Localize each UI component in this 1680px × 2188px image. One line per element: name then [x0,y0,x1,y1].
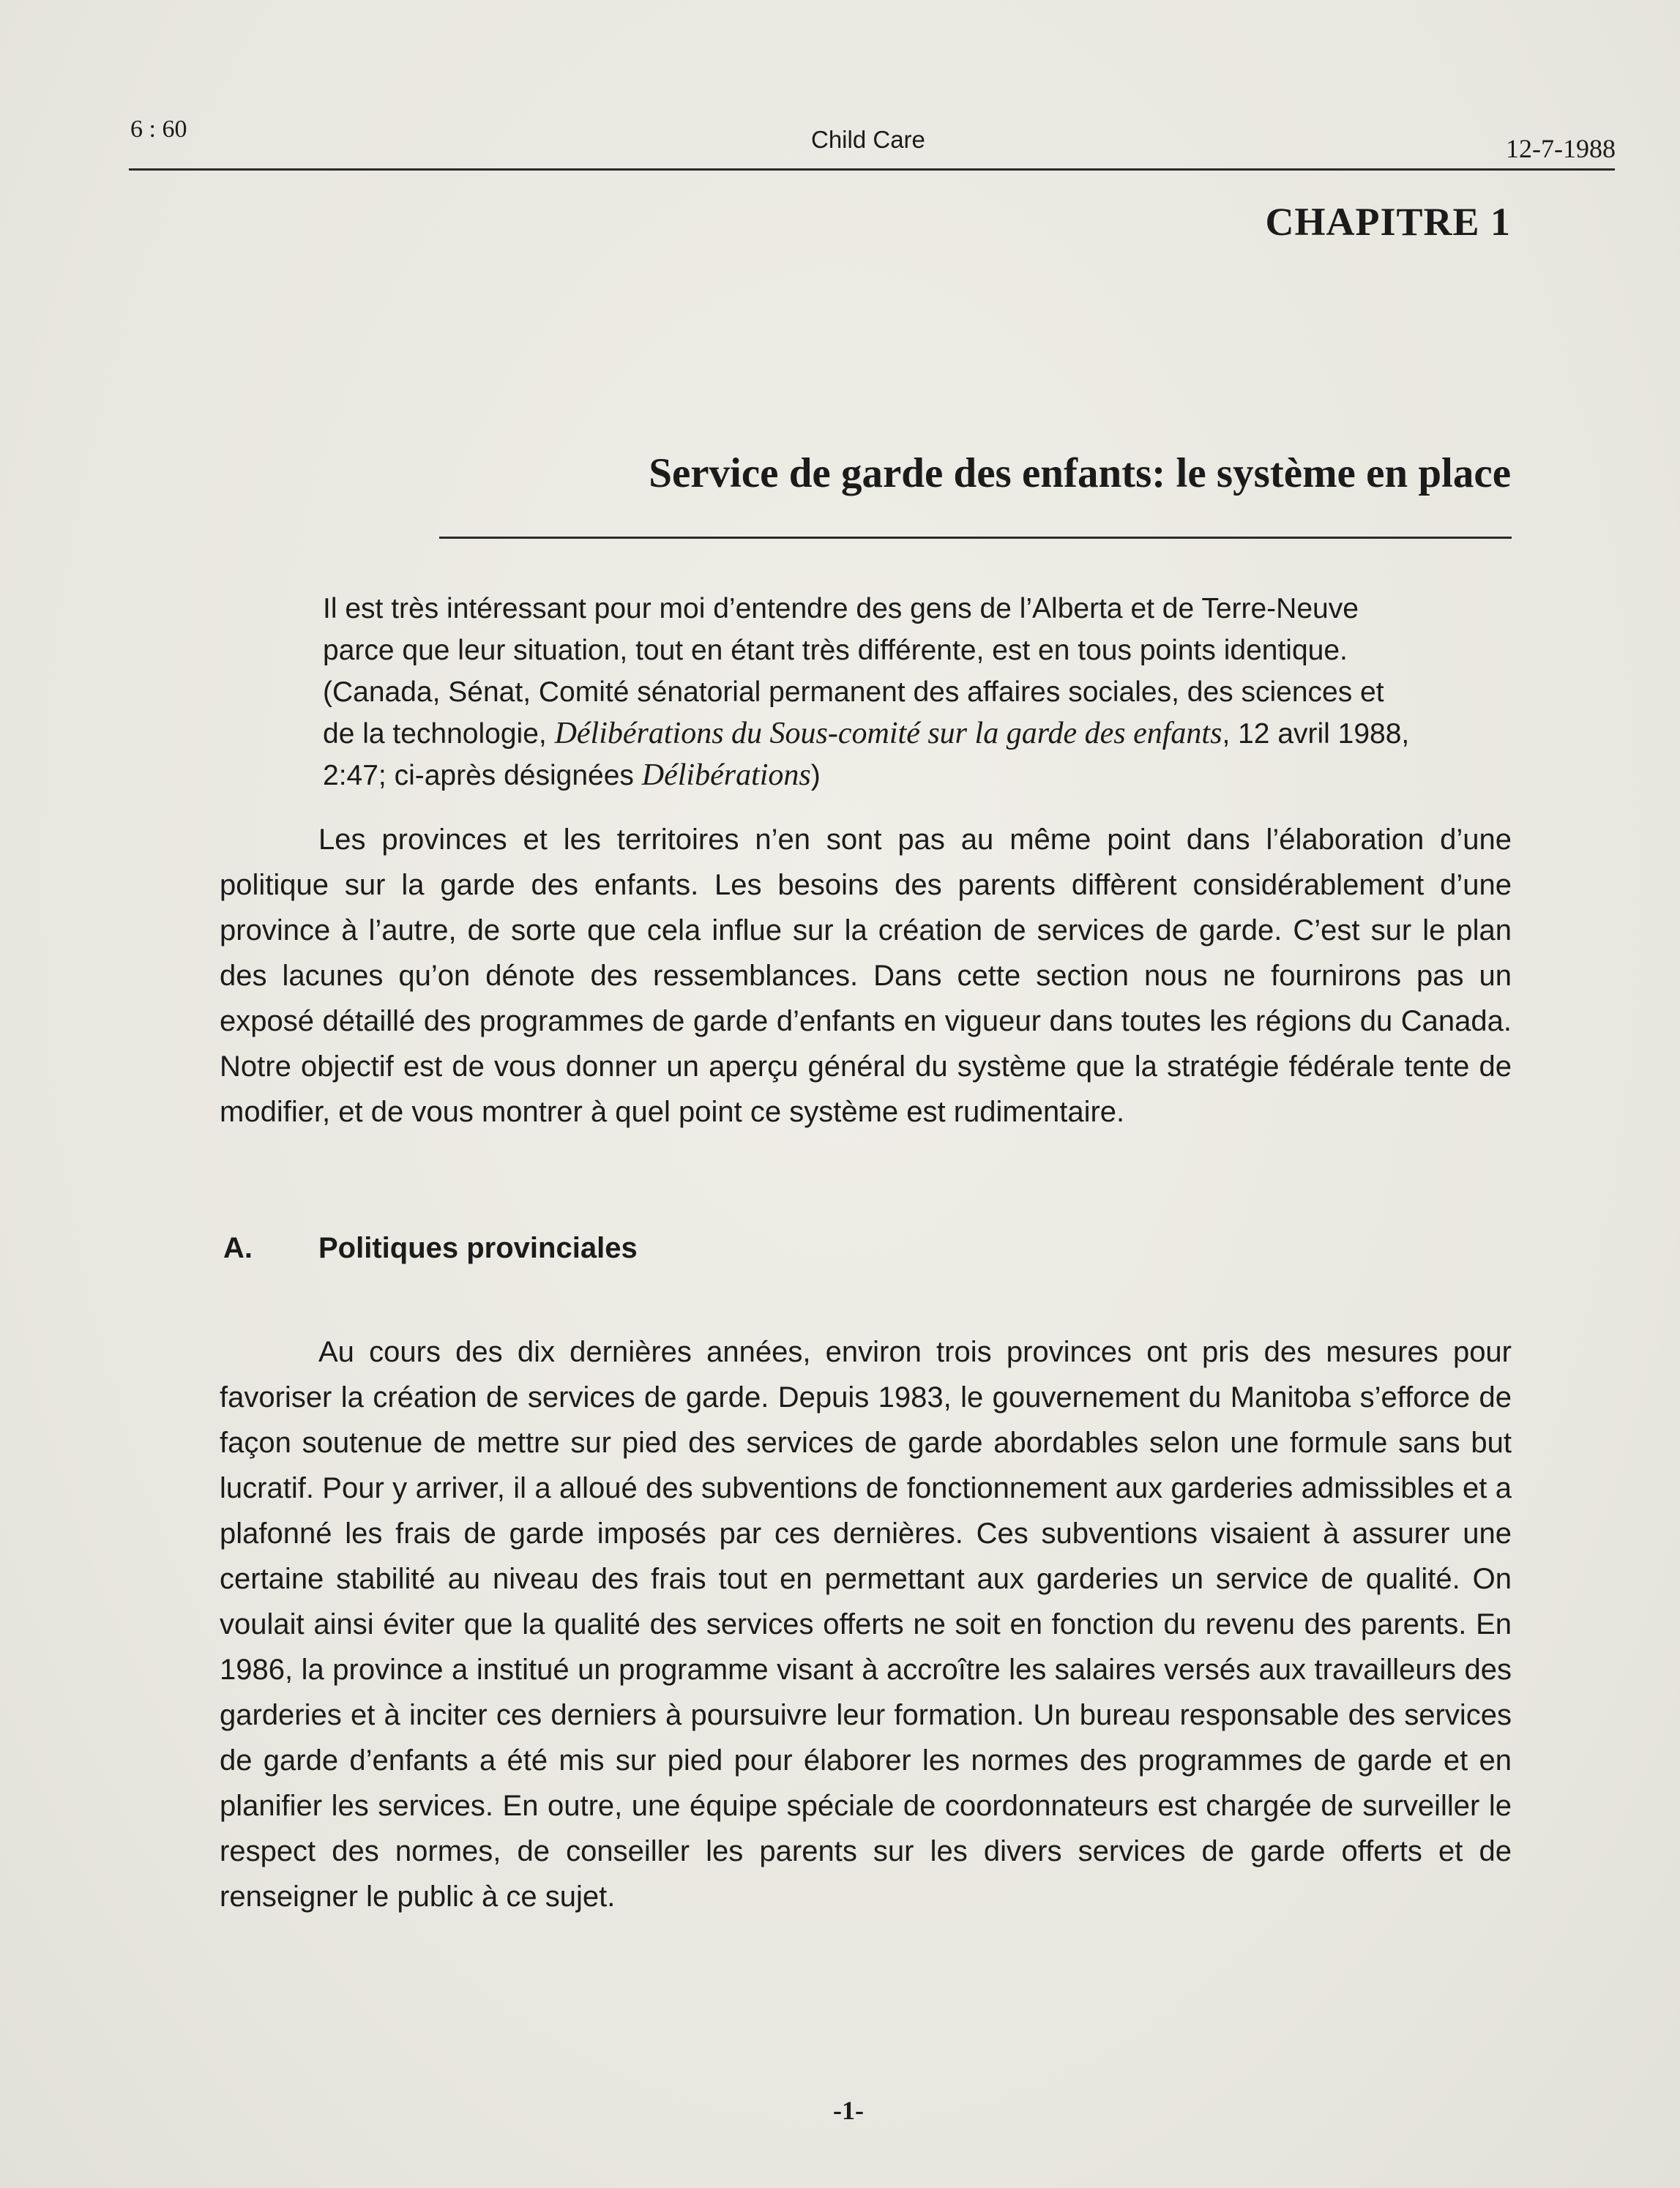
quote-text-after: ) [810,760,821,791]
header-title: Child Care [811,126,925,153]
page-title: Service de garde des enfants: le système en place [649,450,1511,496]
paragraph-intro: Les provinces et les territoires n’en sont pas au même point dans l’élaboration d’une politique sur la garde des enfants. Les besoins des parents diffèrent considérablement d’une province à l’autre, de sorte que cela influe sur la création de services de garde. C’est sur le plan des lacunes qu’on dénote des ressemblances. Dans cette section nous ne fournirons pas un exposé détaillé des programmes de garde d’enfants en vigueur dans toutes les régions du Canada. Notre objectif est de vous donner un aperçu général du système que la stratégie fédérale tente de modifier, et de vous montrer à quel point ce système est rudimentaire. [220,824,1512,1128]
quote-italic-title: Délibérations du Sous-comité sur la garde des enfants [554,717,1222,750]
epigraph-quote [323,588,1421,796]
chapter-heading: CHAPITRE 1 [1265,200,1511,244]
page-number: -1- [833,2096,864,2125]
quote-italic-short: Délibérations [641,758,811,792]
paragraph-provincial-policies: Au cours des dix dernières années, environ trois provinces ont pris des mesures pour favoriser la création de services de garde. Depuis 1983, le gouvernement du Manitoba s’efforce de façon soutenue de mettre sur pied des services de garde abordables selon une formule sans but lucratif. Pour y arriver, il a alloué des subventions de fonctionnement aux garderies admissibles et a plafonné les frais de garde imposés par ces dernières. Ces subventions visaient à assurer une certaine stabilité au niveau des frais tout en permettant aux garderies un service de qualité. On voulait ainsi éviter que la qualité des services offerts ne soit en fonction du revenu des parents. En 1986, la province a institué un programme visant à accroître les salaires versés aux travailleurs des garderies et à inciter ces derniers à poursuivre leur formation. Un bureau responsable des services de garde d’enfants a été mis sur pied pour élaborer les normes des programmes de garde et en planifier les services. En outre, une équipe spéciale de coordonnateurs est chargée de surveiller le respect des normes, de conseiller les parents sur les divers services de garde offerts et de renseigner le public à ce sujet. [220,1336,1512,1913]
header-date: 12-7-1988 [1506,134,1616,163]
header-page-ref: 6 : 60 [130,116,187,143]
header-rule [129,168,1615,171]
section-heading [223,1232,638,1265]
quote-text-before: Il est très intéressant pour moi d’entendre des gens de l’Alberta et de Terre-Neuve parce que leur situation, tout en étant très différente, est en tous points identique. (Canada, Sénat, Comité sénatorial permanent des affaires sociales, des sciences et de la technologie, [323,593,1384,750]
quote-text-middle: , 12 avril 1988, 2:47; ci-après désignées [323,718,1410,791]
section-letter: A. [223,1232,253,1264]
title-rule [439,537,1512,539]
section-title: Politiques provinciales [318,1232,638,1264]
